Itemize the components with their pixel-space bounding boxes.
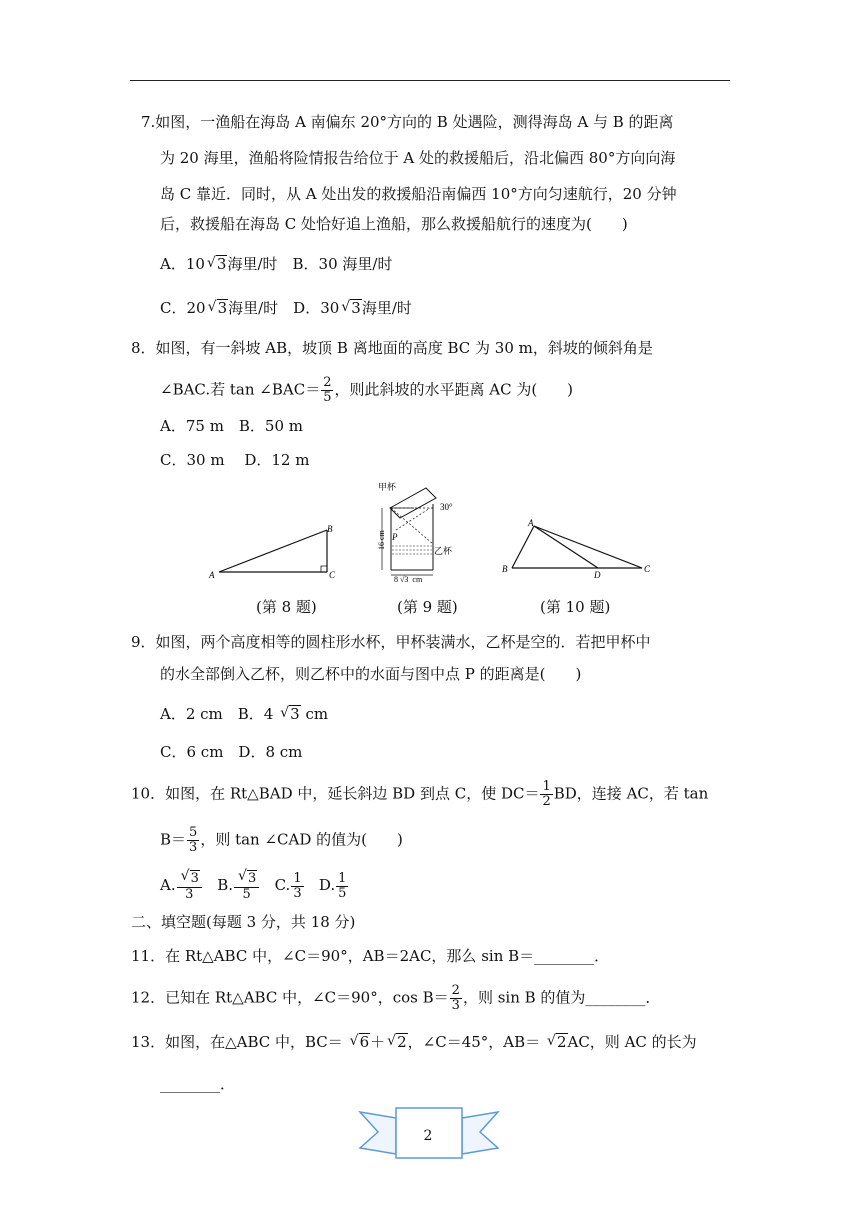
q13-line-1: 13．如图，在△ABC 中，BC＝ √ 6＋√ 2，∠C＝45°，AB＝ √ 2AC，则 AC 的长为 — [131, 1032, 697, 1052]
fig8-label-a: A — [209, 570, 215, 580]
fraction: $\frac{2}{5}$ — [323, 375, 332, 405]
caption-fig-8: (第 8 题) — [256, 598, 317, 616]
fig10-label-b: B — [502, 564, 508, 574]
fig9-label-p: P — [392, 532, 398, 542]
q7-options-cd: C．20√ 3海里/时 D．30√ 3海里/时 — [160, 298, 412, 318]
q7-line-2: 为 20 海里，渔船将险情报告给位于 A 处的救援船后，沿北偏西 80°方向向海 — [160, 149, 676, 167]
fraction: $\frac{5}{3}$ — [189, 825, 198, 855]
fig10-label-d: D — [594, 570, 601, 580]
q8-line-1: 8．如图，有一斜坡 AB，坡顶 B 离地面的高度 BC 为 30 m，斜坡的倾斜角是 — [131, 339, 653, 357]
q13-line-2: ________． — [160, 1075, 236, 1093]
fraction: $\frac{2}{3}$ — [451, 983, 460, 1013]
fig9-width: 8 √3 cm — [394, 575, 423, 583]
sqrt-symbol: √ 3 — [208, 298, 229, 318]
fraction: $\frac{1}{5}$ — [338, 870, 347, 901]
fig9-height: 16 cm — [377, 530, 386, 550]
fraction: $\frac{1}{3}$ — [293, 870, 302, 901]
fraction: √ $\frac{3}{3}$ — [177, 870, 202, 902]
fig8-label-b: B — [327, 524, 333, 534]
section-2-heading: 二、填空题(每题 3 分，共 18 分) — [131, 913, 356, 931]
figure-9-cups — [370, 478, 480, 583]
q9-line-1: 9．如图，两个高度相等的圆柱形水杯，甲杯装满水，乙杯是空的．若把甲杯中 — [131, 633, 651, 651]
sqrt-symbol: √ 3 — [280, 704, 301, 724]
fraction: √ $\frac{3}{5}$ — [234, 870, 259, 902]
header-rule — [130, 80, 730, 81]
fig9-label-yi: 乙杯 — [434, 546, 453, 556]
q7-line-1: 7.如图，一渔船在海岛 A 南偏东 20°方向的 B 处遇险，测得海岛 A 与 B 的距离 — [141, 113, 674, 131]
sqrt-symbol: √ 3 — [341, 298, 362, 318]
q12: 12．已知在 Rt△ABC 中，∠C＝90°，cos B＝ $\frac{2}{3}$ ，则 sin B 的值为________． — [131, 983, 661, 1013]
q10-options: A. √ $\frac{3}{3}$ B. √ $\frac{3}{5}$ C. $\frac{1}{3}$ D. $\frac{1}{5}$ — [160, 870, 349, 902]
fig9-angle: 30° — [440, 502, 453, 512]
caption-fig-10: (第 10 题) — [540, 598, 611, 616]
fig8-label-c: C — [329, 570, 336, 580]
sqrt-symbol: √ 2 — [387, 1032, 408, 1052]
q7-line-3: 岛 C 靠近．同时，从 A 处出发的救援船沿南偏西 10°方向匀速航行，20 分钟 — [160, 185, 677, 203]
q9-options-ab: A．2 cm B．4 √ 3 cm — [160, 704, 328, 724]
fig10-label-a: A — [528, 518, 534, 528]
figure-10-triangle — [498, 516, 658, 580]
page-number: 2 — [423, 1128, 433, 1144]
q9-options-cd: C．6 cm D．8 cm — [160, 743, 303, 761]
q8-line-2: ∠BAC.若 tan ∠BAC＝ $\frac{2}{5}$ ，则此斜坡的水平距离 AC 为( ) — [160, 375, 574, 405]
q10-line-1: 10．如图，在 Rt△BAD 中，延长斜边 BD 到点 C，使 DC＝ $\frac{1}{2}$ BD，连接 AC，若 tan — [131, 779, 709, 809]
q10-line-2: B＝ $\frac{5}{3}$ ，则 tan ∠CAD 的值为( ) — [160, 825, 403, 855]
fig10-label-c: C — [644, 564, 651, 574]
q7-line-4: 后，救援船在海岛 C 处恰好追上渔船，那么救援船航行的速度为( ) — [160, 215, 628, 233]
q9-line-2: 的水全部倒入乙杯，则乙杯中的水面与图中点 P 的距离是( ) — [160, 665, 582, 683]
figure-8-slope — [205, 522, 345, 582]
sqrt-symbol: √ 6 — [350, 1032, 371, 1052]
fraction: $\frac{1}{2}$ — [542, 779, 551, 809]
q8-options-cd: C．30 m D．12 m — [160, 451, 310, 469]
sqrt-symbol: √ 2 — [547, 1032, 568, 1052]
q11: 11．在 Rt△ABC 中，∠C＝90°，AB＝2AC，那么 sin B＝________． — [131, 947, 610, 965]
sqrt-symbol: √ 3 — [207, 254, 228, 274]
caption-fig-9: (第 9 题) — [397, 598, 458, 616]
q8-options-ab: A．75 m B．50 m — [160, 417, 304, 435]
q7-options-ab: A．10√ 3海里/时 B．30 海里/时 — [160, 254, 392, 274]
fig9-label-jia: 甲杯 — [378, 482, 397, 492]
